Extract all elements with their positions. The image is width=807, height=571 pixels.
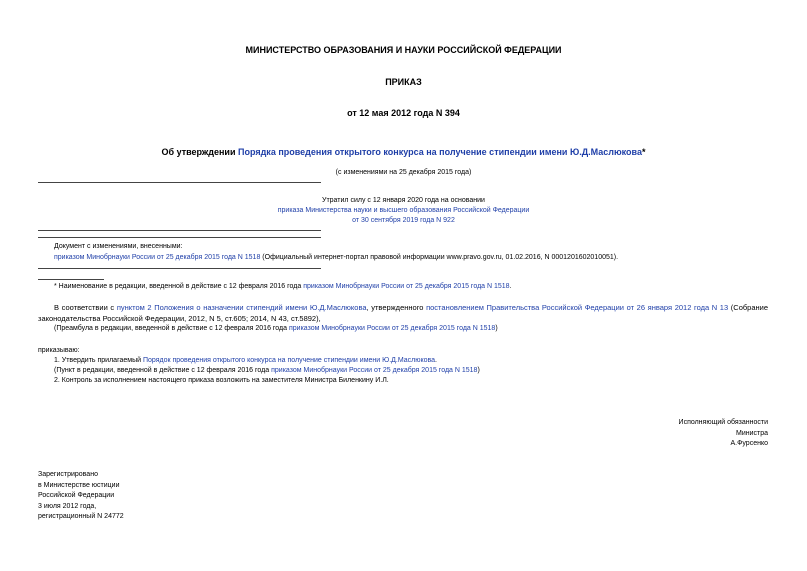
changes-doc-source: (Официальный интернет-портал правовой информации www.pravo.gov.ru, 01.02.2016, N 0001201602010051). (260, 254, 619, 261)
preamble-text: , утвержденного (366, 303, 427, 312)
order-item-1-note-link[interactable]: приказом Минобрнауки России от 25 декабря 2015 года N 1518 (271, 367, 478, 374)
registration-date: 3 июля 2012 года, (38, 503, 97, 510)
order-item-1-note-end: ) (477, 367, 480, 374)
footnote-order-link[interactable]: приказом Минобрнауки России от 25 декабря 2015 года N 1518 (303, 283, 510, 290)
order-item-1-procedure-link[interactable]: Порядок проведения открытого конкурса на получение стипендии имени Ю.Д.Маслюкова (142, 357, 436, 364)
divider (38, 230, 321, 231)
footnote-text: * Наименование в редакции, введенной в действие с 12 февраля 2016 года (54, 283, 304, 290)
lapsed-order-date-link[interactable]: от 30 сентября 2019 года N 922 (352, 217, 455, 224)
registration-line: Зарегистрировано (38, 471, 98, 478)
signature-position: Исполняющий обязанности (678, 419, 768, 426)
lapsed-line: Утратил силу с 12 января 2020 года на основании (322, 197, 485, 204)
amendments-note: (с изменениями на 25 декабря 2015 года) (335, 169, 472, 176)
lapsed-order-link[interactable]: приказа Министерства науки и высшего образования Российской Федерации (277, 207, 530, 214)
divider (38, 182, 321, 183)
preamble-edit-note (54, 324, 498, 334)
footnote (54, 282, 512, 292)
doc-type-heading: ПРИКАЗ (385, 77, 422, 87)
order-item-1 (54, 356, 437, 366)
title-procedure-link[interactable]: Порядка проведения открытого конкурса на получение стипендии имени Ю.Д.Маслюкова (238, 147, 642, 157)
title-prefix: Об утверждении (161, 147, 238, 157)
registration-line: Российской Федерации (38, 492, 115, 499)
order-item-1-end: . (435, 357, 437, 364)
changes-doc-line (54, 253, 618, 263)
footnote-divider (38, 279, 104, 280)
title-suffix: * (641, 147, 646, 157)
changes-doc-link[interactable]: приказом Минобрнауки России от 25 декабря 2015 года N 1518 (54, 254, 261, 261)
registration-line: в Министерстве юстиции (38, 482, 120, 489)
divider (38, 237, 321, 238)
preamble-note-text: (Преамбула в редакции, введенной в действие с 12 февраля 2016 года (54, 325, 289, 332)
order-item-2: 2. Контроль за исполнением настоящего приказа возложить на заместителя Министра Биленкину И.Л. (54, 377, 389, 384)
divider (38, 268, 321, 269)
document-title (0, 147, 807, 157)
preamble-note-end: ) (495, 325, 498, 332)
preamble-decree-link[interactable]: постановлением Правительства Российской Федерации от 26 января 2012 года N 13 (426, 303, 729, 312)
registration-number: регистрационный N 24772 (38, 513, 124, 520)
order-item-1-note (54, 366, 480, 376)
preamble-text: (Собрание законодательства Российской Федерации, 2012, N 5, ст.605; 2014, N 43, ст.5892), (38, 303, 769, 323)
preamble-note-link[interactable]: приказом Минобрнауки России от 25 декабря 2015 года N 1518 (288, 325, 496, 332)
preamble-text: В соответствии с (54, 303, 117, 312)
ministry-heading: МИНИСТЕРСТВО ОБРАЗОВАНИЯ И НАУКИ РОССИЙСКОЙ ФЕДЕРАЦИИ (245, 45, 562, 55)
footnote-end: . (509, 283, 512, 290)
order-word: приказываю: (38, 347, 80, 354)
order-item-1-note-text: (Пункт в редакции, введенной в действие с 12 февраля 2016 года (54, 367, 272, 374)
preamble-paragraph (38, 303, 768, 324)
signature-role: Министра (735, 430, 768, 437)
doc-date-number: от 12 мая 2012 года N 394 (347, 108, 460, 118)
changes-doc-label: Документ с изменениями, внесенными: (54, 243, 183, 250)
order-item-1-text: 1. Утвердить прилагаемый (54, 357, 143, 364)
signature-name: А.Фурсенко (730, 440, 768, 447)
preamble-regulation-link[interactable]: пунктом 2 Положения о назначении стипендий имени Ю.Д.Маслюкова (116, 303, 367, 312)
